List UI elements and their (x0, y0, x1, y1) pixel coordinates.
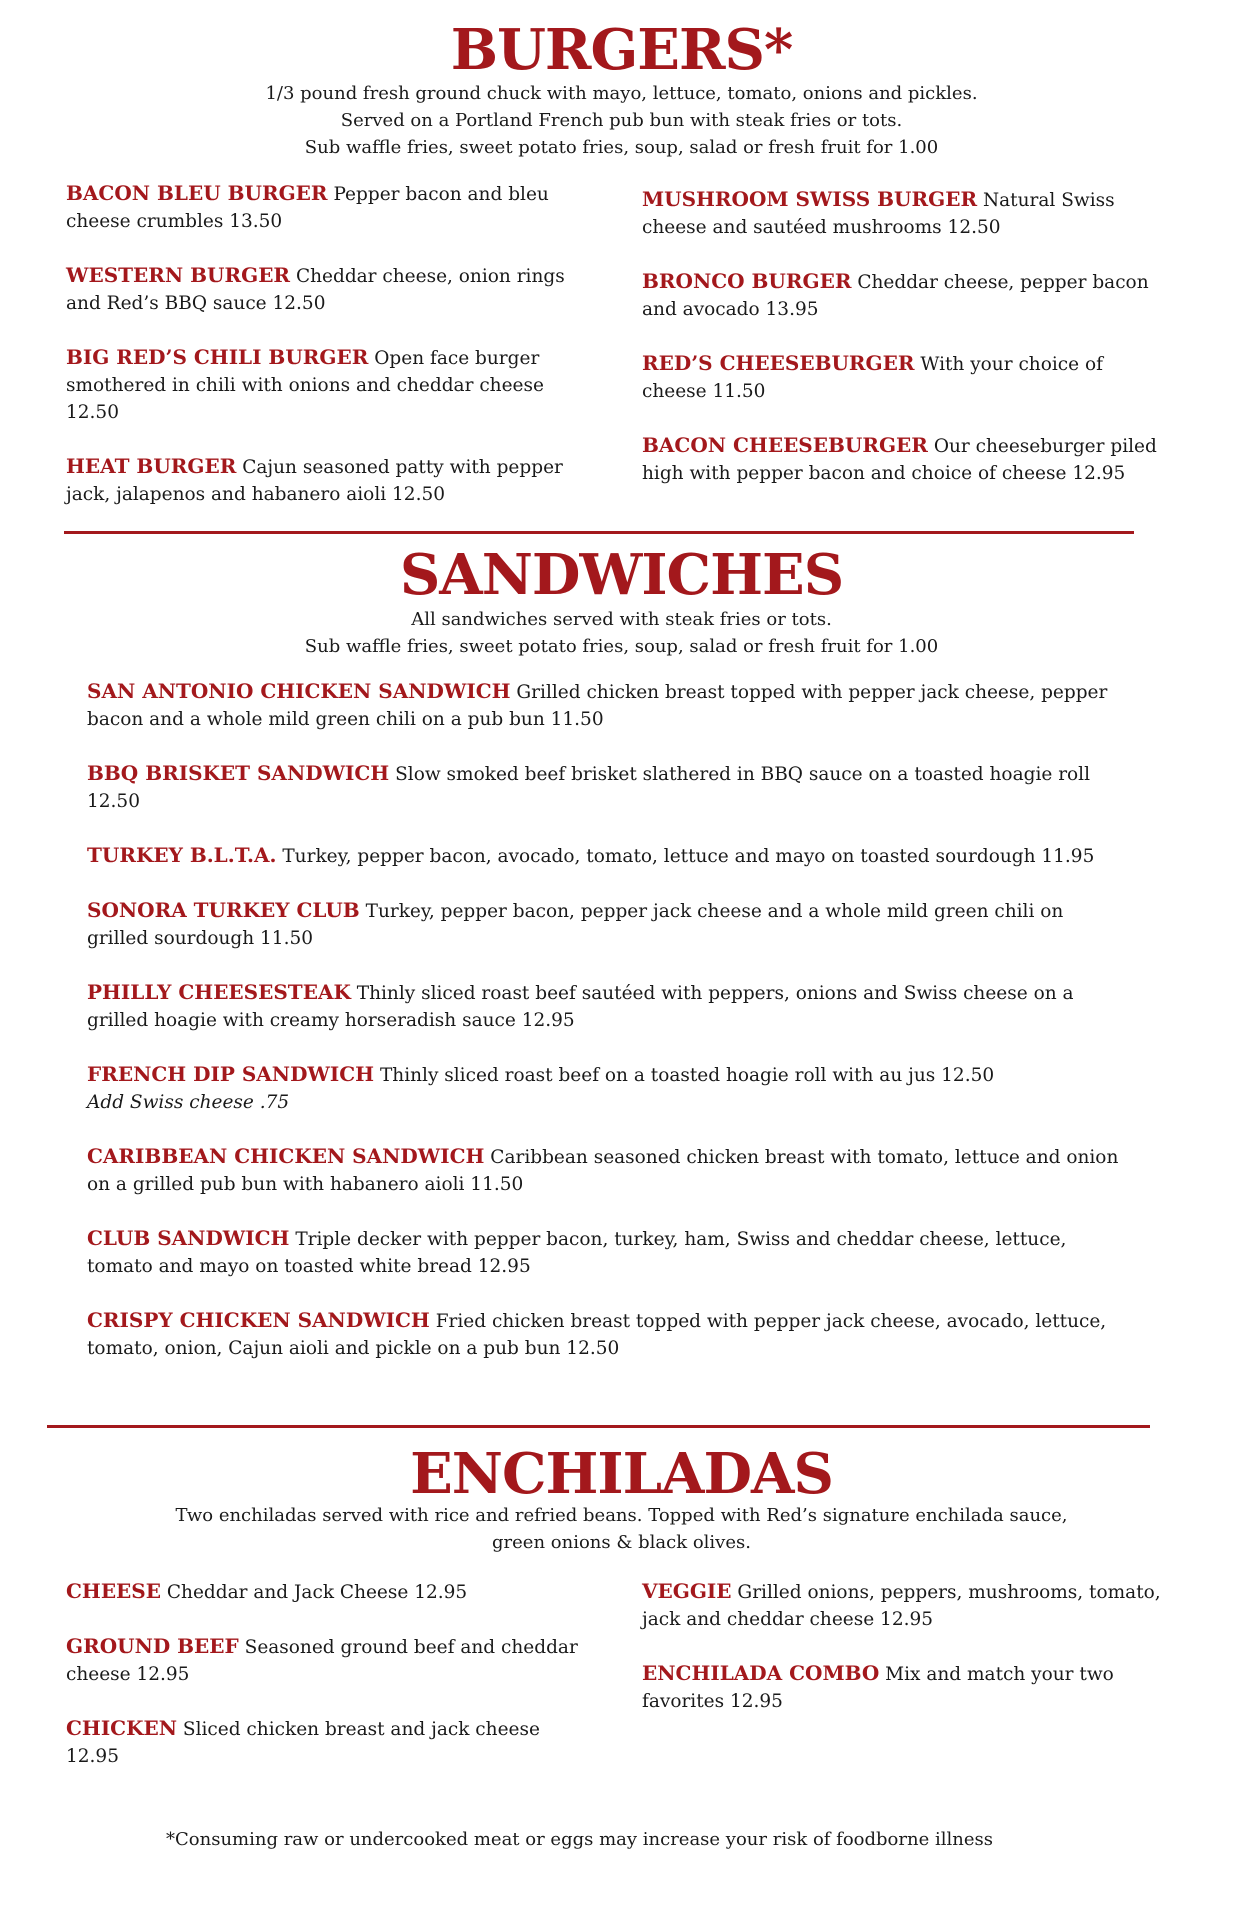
menu-item (87, 1143, 1127, 1198)
item-description: Grilled onions, peppers, mushrooms, tomato, jack and cheddar cheese 12.95 (642, 1582, 1161, 1630)
menu-item (66, 180, 586, 235)
item-description: Sliced chicken breast and jack cheese 12.95 (66, 1719, 540, 1767)
item-name: TURKEY B.L.T.A. (87, 843, 277, 867)
menu-item (87, 678, 1127, 733)
enchiladas-intro (0, 1502, 1243, 1556)
menu-item (66, 1578, 586, 1606)
item-description: Cajun seasoned patty with pepper jack, jalapenos and habanero aioli 12.50 (66, 457, 563, 505)
item-description: Grilled chicken breast topped with pepper jack cheese, pepper bacon and a whole mild green chili on a pub bun 11.50 (87, 682, 1108, 730)
item-name: PHILLY CHEESESTEAK (87, 980, 351, 1004)
item-name: HEAT BURGER (66, 454, 237, 478)
item-description: Pepper bacon and bleu cheese crumbles 13.50 (66, 184, 549, 232)
item-name: CLUB SANDWICH (87, 1226, 290, 1250)
menu-item (642, 268, 1162, 323)
menu-item (66, 262, 586, 317)
menu-item (66, 1633, 586, 1688)
item-description: Slow smoked beef brisket slathered in BBQ sauce on a toasted hoagie roll 12.50 (87, 764, 1091, 812)
burgers-left-column (66, 180, 586, 535)
section-divider (64, 531, 1134, 534)
item-description: Our cheeseburger piled high with pepper bacon and choice of cheese 12.95 (642, 436, 1157, 484)
item-description: Cheddar and Jack Cheese 12.95 (166, 1582, 468, 1603)
menu-item (87, 1225, 1127, 1280)
burgers-intro-line: Served on a Portland French pub bun with steak fries or tots. (340, 110, 903, 131)
item-name: SAN ANTONIO CHICKEN SANDWICH (87, 679, 511, 703)
item-name: BACON BLEU BURGER (66, 181, 328, 205)
burgers-intro (0, 80, 1243, 161)
item-description: Turkey, pepper bacon, pepper jack cheese and a whole mild green chili on grilled sourdough 11.50 (87, 901, 1064, 949)
item-name: BRONCO BURGER (642, 269, 852, 293)
menu-item (87, 760, 1127, 815)
item-description: Triple decker with pepper bacon, turkey, ham, Swiss and cheddar cheese, lettuce, tomato and mayo on toasted white bread 12.95 (87, 1229, 1067, 1277)
menu-item (87, 897, 1127, 952)
item-description: Cheddar cheese, onion rings and Red’s BBQ sauce 12.50 (66, 266, 565, 314)
item-name: VEGGIE (642, 1579, 732, 1603)
menu-item (87, 842, 1127, 870)
menu-item (87, 1061, 1127, 1116)
item-name: BACON CHEESEBURGER (642, 433, 928, 457)
enchiladas-intro-line: green onions & black olives. (492, 1532, 751, 1553)
item-name: RED’S CHEESEBURGER (642, 351, 915, 375)
item-name: WESTERN BURGER (66, 263, 291, 287)
burgers-intro-line: Sub waffle fries, sweet potato fries, soup, salad or fresh fruit for 1.00 (304, 137, 939, 158)
item-description: Natural Swiss cheese and sautéed mushrooms 12.50 (642, 190, 1115, 238)
enchiladas-left-column (66, 1578, 586, 1797)
sandwiches-list (87, 678, 1127, 1389)
item-description: Thinly sliced roast beef sautéed with peppers, onions and Swiss cheese on a grilled hoagie with creamy horseradish sauce 12.95 (87, 983, 1074, 1031)
menu-item (642, 350, 1162, 405)
sandwiches-intro-line: All sandwiches served with steak fries or tots. (411, 609, 832, 630)
menu-item (642, 1660, 1162, 1715)
item-name: CRISPY CHICKEN SANDWICH (87, 1308, 430, 1332)
item-description: Cheddar cheese, pepper bacon and avocado 13.95 (642, 272, 1149, 320)
item-name: ENCHILADA COMBO (642, 1661, 880, 1685)
item-description: With your choice of cheese 11.50 (642, 354, 1103, 402)
item-description: Open face burger smothered in chili with onions and cheddar cheese 12.50 (66, 348, 544, 423)
item-description: Caribbean seasoned chicken breast with tomato, lettuce and onion on a grilled pub bun with habanero aioli 11.50 (87, 1147, 1119, 1195)
menu-item (642, 186, 1162, 241)
sandwiches-intro (0, 606, 1243, 660)
section-divider (47, 1425, 1150, 1428)
item-name: SONORA TURKEY CLUB (87, 898, 360, 922)
item-name: GROUND BEEF (66, 1634, 239, 1658)
enchiladas-right-column (642, 1578, 1162, 1742)
health-disclaimer: *Consuming raw or undercooked meat or eggs may increase your risk of foodborne illness (166, 1829, 993, 1850)
enchiladas-title: ENCHILADAS (410, 1441, 833, 1507)
menu-item (87, 1307, 1127, 1362)
menu-item (642, 432, 1162, 487)
item-description: Seasoned ground beef and cheddar cheese 12.95 (66, 1637, 578, 1685)
menu-item (87, 979, 1127, 1034)
item-name: CHICKEN (66, 1716, 177, 1740)
menu-item (66, 453, 586, 508)
menu-item (642, 1578, 1162, 1633)
menu-item (66, 1715, 586, 1770)
item-name: CHEESE (66, 1579, 161, 1603)
item-name: MUSHROOM SWISS BURGER (642, 187, 978, 211)
item-description: Mix and match your two favorites 12.95 (642, 1664, 1114, 1712)
item-name: BBQ BRISKET SANDWICH (87, 761, 390, 785)
sandwiches-intro-line: Sub waffle fries, sweet potato fries, soup, salad or fresh fruit for 1.00 (304, 636, 939, 657)
enchiladas-intro-line: Two enchiladas served with rice and refried beans. Topped with Red’s signature enchilada sauce, (175, 1505, 1068, 1526)
item-note: Add Swiss cheese .75 (87, 1092, 290, 1113)
burgers-right-column (642, 186, 1162, 514)
burgers-title: BURGERS* (450, 17, 793, 83)
menu-item (66, 344, 586, 426)
sandwiches-title: SANDWICHES (399, 542, 844, 608)
item-name: BIG RED’S CHILI BURGER (66, 345, 369, 369)
item-description: Fried chicken breast topped with pepper jack cheese, avocado, lettuce, tomato, onion, Cajun aioli and pickle on a pub bun 12.50 (87, 1311, 1107, 1359)
item-description: Turkey, pepper bacon, avocado, tomato, lettuce and mayo on toasted sourdough 11.95 (282, 846, 1095, 867)
item-name: CARIBBEAN CHICKEN SANDWICH (87, 1144, 485, 1168)
item-description: Thinly sliced roast beef on a toasted hoagie roll with au jus 12.50 (379, 1065, 995, 1086)
item-name: FRENCH DIP SANDWICH (87, 1062, 375, 1086)
burgers-intro-line: 1/3 pound fresh ground chuck with mayo, lettuce, tomato, onions and pickles. (265, 83, 978, 104)
